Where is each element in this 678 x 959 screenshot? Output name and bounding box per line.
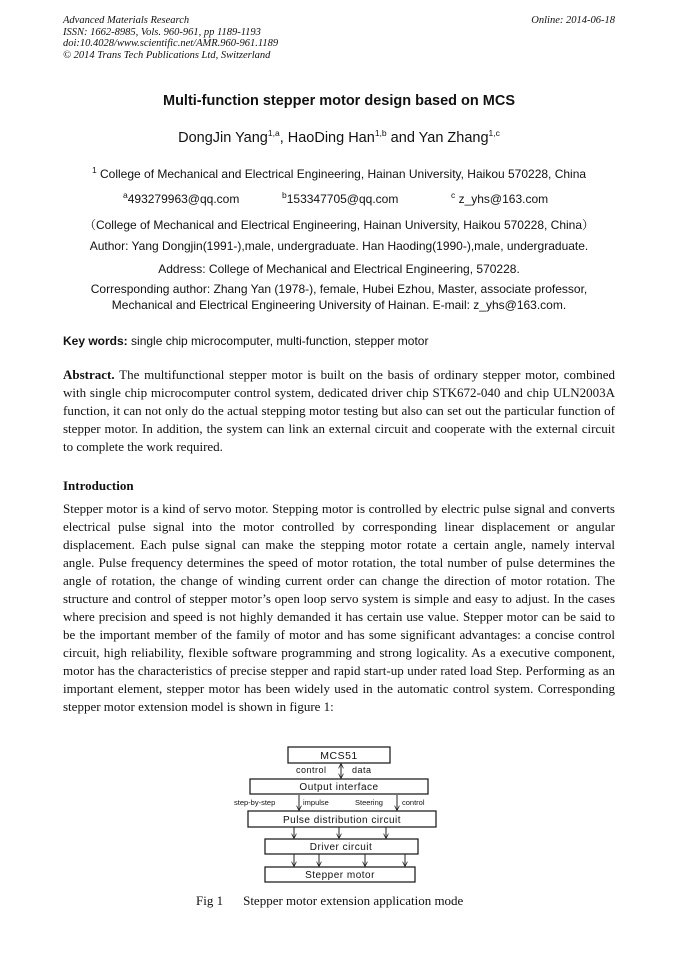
email-text: 493279963@qq.com (127, 192, 240, 206)
figure-caption-text: Stepper motor extension application mode (243, 893, 464, 908)
keywords-label: Key words: (63, 334, 128, 348)
label-step-by-step: step-by-step (234, 798, 276, 807)
doi-line[interactable]: doi:10.4028/www.scientific.net/AMR.960-961.1189 (63, 38, 279, 49)
section-heading-introduction: Introduction (63, 478, 134, 493)
author-name: Yan Zhang (418, 130, 489, 146)
email-sup: a (123, 190, 128, 200)
label-control: control (296, 765, 327, 775)
author-affil-sup: 1,b (374, 128, 387, 139)
corresponding-author-line-2: Mechanical and Electrical Engineering University of Hainan. E-mail: z_yhs@163.com. (111, 298, 567, 312)
address: Address: College of Mechanical and Electrical Engineering, 570228. (158, 262, 520, 276)
keywords (63, 334, 428, 348)
email-sup: b (282, 190, 287, 200)
box-driver-circuit-label: Driver circuit (309, 842, 373, 853)
abstract-text: The multifunctional stepper motor is built on the basis of ordinary stepper motor, combined with single chip microcomputer control system, dedicated driver chip STK672-040 and chip ULN2003A function, it can not only do the actual stepping motor testing but also can set out the particular function of stepper motor. In addition, the system can link an external circuit and cooperate with the external circuit to complete the work required. (63, 367, 615, 454)
email-a[interactable] (123, 192, 239, 206)
copyright-line: © 2014 Trans Tech Publications Ltd, Switzerland (63, 49, 271, 61)
affiliation-parenthetical: （College of Mechanical and Electrical Engineering, Hainan University, Haikou 570228, China） (83, 218, 595, 232)
figure-1-diagram (230, 743, 455, 885)
paper-title: Multi-function stepper motor design based on MCS (162, 93, 516, 109)
abstract (63, 366, 615, 456)
email-b[interactable] (282, 192, 398, 206)
label-steering: Steering (355, 798, 383, 807)
email-c[interactable] (451, 192, 548, 206)
journal-name: Advanced Materials Research (63, 15, 190, 26)
box-stepper-motor-label: Stepper motor (305, 870, 375, 881)
label-data: data (352, 765, 372, 775)
introduction-body: Stepper motor is a kind of servo motor. Stepping motor is controlled by electric pulse signal and converts electrical pulse signal into the motor controlled by corresponding linear displacement or angular displacement. Each pulse signal can make the stepping motor rotate a certain angle, namely interval angle. Pulse frequency determines the speed of motor rotation, the total number of pulse determines the angle of rotation, the change of winding current order can change the direction of motor rotation. The structure and control of stepper motor’s open loop servo system is simple and easy to adjust. In the cases where precision and speed is not highly demanded it has certain use value. Stepper motor can be said to be the important member of the family of motor and has some significant advantages: a concise control circuit, high reliability, flexible software programming and strong logicality. As a executive component, motor has the characteristics of precise stepper and rapid start-up under rated load Step. Performing as an important element, stepper motor has been widely used in the automatic control system. Corresponding stepper motor extension model is shown in figure 1: (63, 501, 615, 714)
author-list (0, 130, 678, 146)
author-separator: and (386, 130, 419, 146)
keywords-text: single chip microcomputer, multi-function, stepper motor (127, 334, 429, 348)
journal-header (63, 15, 615, 61)
affiliation (0, 167, 678, 181)
box-output-interface-label: Output interface (299, 782, 379, 793)
author-name: HaoDing Han (287, 130, 375, 146)
box-mcs51-label: MCS51 (320, 750, 358, 762)
box-pulse-distribution-label: Pulse distribution circuit (282, 815, 402, 826)
author-separator: , (279, 130, 288, 146)
email-text: 153347705@qq.com (286, 192, 399, 206)
author-affil-sup: 1,c (488, 128, 500, 139)
author-affil-sup: 1,a (267, 128, 280, 139)
figure-number: Fig 1 (196, 893, 224, 908)
affiliation-text: College of Mechanical and Electrical Engineering, Hainan University, Haikou 570228, China (96, 167, 587, 181)
author-name: DongJin Yang (178, 130, 268, 146)
abstract-label: Abstract. (63, 367, 115, 382)
corresponding-author-line-1: Corresponding author: Zhang Yan (1978-), female, Hubei Ezhou, Master, associate professor, (90, 282, 588, 296)
online-date: Online: 2014-06-18 (531, 15, 615, 26)
affiliation-sup: 1 (91, 165, 97, 175)
figure-caption (196, 893, 463, 909)
email-text: z_yhs@163.com (455, 192, 549, 206)
label-control-2: control (402, 798, 425, 807)
label-impulse: impulse (303, 798, 329, 807)
author-info: Author: Yang Dongjin(1991-),male, undergraduate. Han Haoding(1990-),male, undergraduate. (89, 239, 589, 253)
issn-line: ISSN: 1662-8985, Vols. 960-961, pp 1189-1193 (63, 26, 261, 38)
email-sup: c (451, 190, 456, 200)
